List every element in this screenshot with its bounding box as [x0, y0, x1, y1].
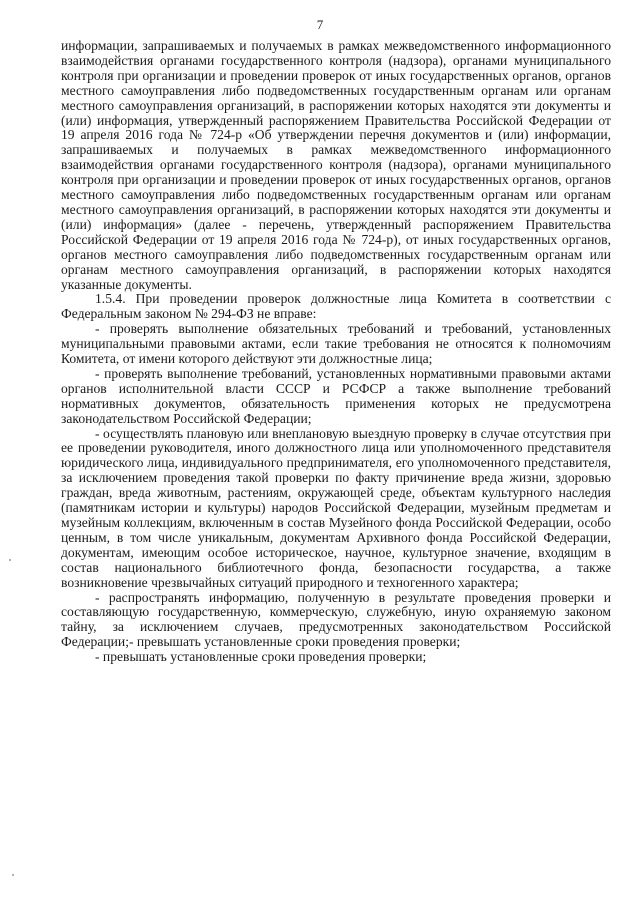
list-item-prohibition: - распространять информацию, полученную в результате проведения проверки и составляющую государственную, коммерческую, служебную, иную охраняемую законом тайну, за исключением случаев, предусмотренных законодательством Российской Федерации;- превышать установленные сроки проведения проверки; — [61, 589, 611, 650]
list-item-prohibition: - осуществлять плановую или внеплановую выездную проверку в случае отсутствия при ее проведении руководителя, иного должностного лица или уполномоченного представителя юридического лица, индивидуального предпринимателя, его уполномоченного представителя, за исключением проведения такой проверки по факту причинение вреда жизни, здоровью граждан, вреда животным, растениям, окружающей среде, объектам культурного наследия (памятникам истории и культуры) народов Российской Федерации, музейным предметам и музейным коллекциям, включенным в состав Музейного фонда Российской Федерации, особо ценным, в том числе уникальным, документам Архивного фонда Российской Федерации, документам, имеющим особое историческое, научное, культурное значение, входящим в состав национального библиотечного фонда, безопасности государства, а также возникновение чрезвычайных ситуаций природного и техногенного характера; — [61, 425, 611, 590]
page-number: 7 — [316, 17, 324, 32]
paragraph-list-continuation: информации, запрашиваемых и получаемых в рамках межведомственного информационного взаимодействия органами государственного контроля (надзора), органами муниципального контроля при организации и проведении проверок от иных государственных органов, органов местного самоуправления либо подведомственных государственным органам или органам местного самоуправления организаций, в распоряжении которых находятся эти документы и (или) информация, утвержденный распоряжением Правительства Российской Федерации от 19 апреля 2016 года № 724-р «Об утверждении перечня документов и (или) информации, запрашиваемых и получаемых в рамках межведомственного информационного взаимодействия органами государственного контроля (надзора), органами муниципального контроля при организации и проведении проверок от иных государственных органов, органов местного самоуправления либо подведомственных государственным органам или органам местного самоуправления организаций, в распоряжении которых находятся эти документы и (или) информация» (далее - перечень, утвержденный распоряжением Правительства Российской Федерации от 19 апреля 2016 года № 724-р), от иных государственных органов, органов местного самоуправления либо подведомственных государственным органам или органам местного самоуправления организаций, в распоряжении которых находятся указанные документы. — [61, 38, 611, 292]
scan-speck — [12, 874, 14, 876]
list-item-prohibition: - проверять выполнение требований, установленных нормативными правовыми актами органов исполнительной власти СССР и РСФСР а также выполнение требований нормативных документов, обязательность применения которых не предусмотрена законодательством Российской Федерации; — [61, 365, 611, 426]
scan-speck — [9, 559, 11, 561]
list-item-prohibition: - превышать установленные сроки проведения проверки; — [95, 649, 427, 665]
paragraph-clause-1-5-4: 1.5.4. При проведении проверок должностные лица Комитета в соответствии с Федеральным законом № 294-ФЗ не вправе: — [61, 291, 611, 322]
list-item-prohibition: - проверять выполнение обязательных требований и требований, установленных муниципальными правовыми актами, если такие требования не относятся к полномочиям Комитета, от имени которого действуют эти должностные лица; — [61, 321, 611, 367]
document-body — [61, 39, 611, 665]
